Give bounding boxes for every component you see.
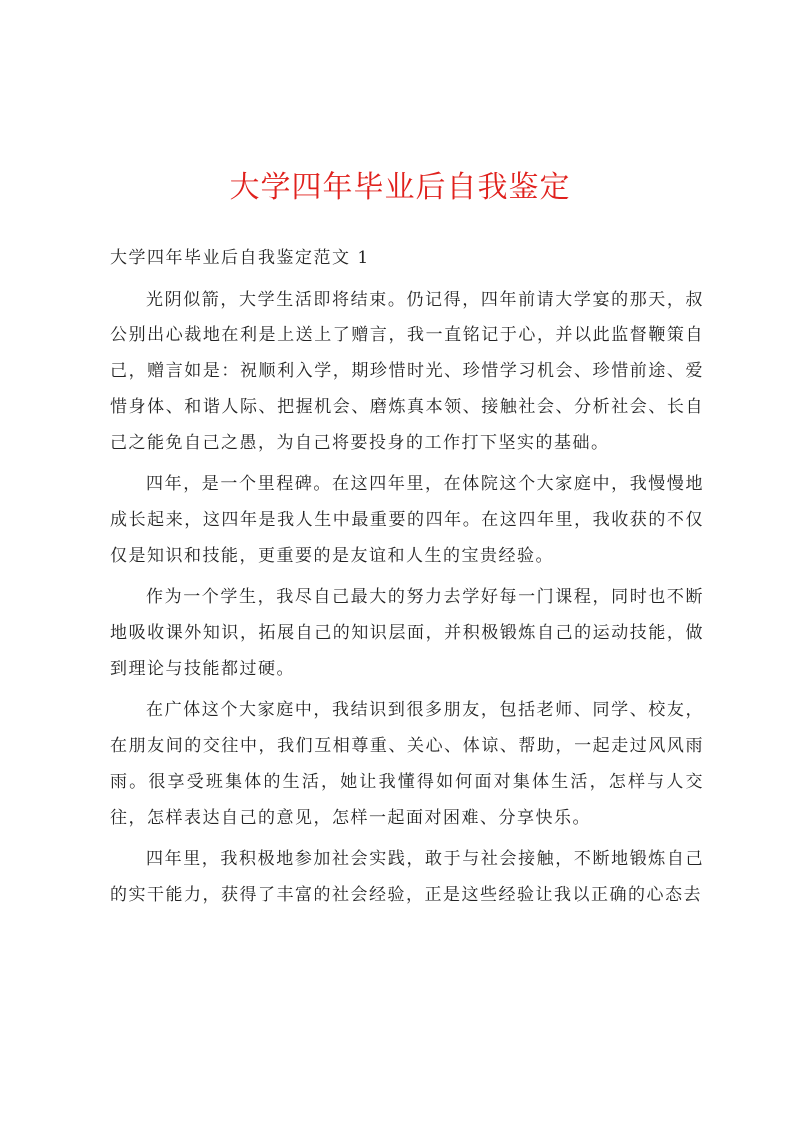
paragraph: 作为一个学生，我尽自己最大的努力去学好每一门课程，同时也不断地吸收课外知识，拓展自己的知识层面，并积极锻炼自己的运动技能，做到理论与技能都过硬。 [110,587,704,679]
document-body [110,241,704,914]
paragraph: 四年里，我积极地参加社会实践，敢于与社会接触，不断地锻炼自己的实干能力，获得了丰富的社会经验，正是这些经验让我以正确的心态去 [110,849,704,905]
document-subtitle: 大学四年毕业后自我鉴定范文 1 [110,248,370,268]
paragraph: 四年，是一个里程碑。在这四年里，在体院这个大家庭中，我慢慢地成长起来，这四年是我人生中最重要的四年。在这四年里，我收获的不仅仅是知识和技能，更重要的是友谊和人生的宝贵经验。 [110,474,704,566]
document-title: 大学四年毕业后自我鉴定 [229,170,571,205]
paragraph: 光阴似箭，大学生活即将结束。仍记得，四年前请大学宴的那天，叔公别出心裁地在利是上送上了赠言，我一直铭记于心，并以此监督鞭策自己，赠言如是：祝顺利入学，期珍惜时光、珍惜学习机会、珍惜前途、爱惜身体、和谐人际、把握机会、磨炼真本领、接触社会、分析社会、长自己之能免自己之愚，为自己将要投身的工作打下坚实的基础。 [110,289,704,453]
paragraph: 在广体这个大家庭中，我结识到很多朋友，包括老师、同学、校友，在朋友间的交往中，我们互相尊重、关心、体谅、帮助，一起走过风风雨雨。很享受班集体的生活，她让我懂得如何面对集体生活，怎样与人交往，怎样表达自己的意见，怎样一起面对困难、分享快乐。 [110,700,704,828]
